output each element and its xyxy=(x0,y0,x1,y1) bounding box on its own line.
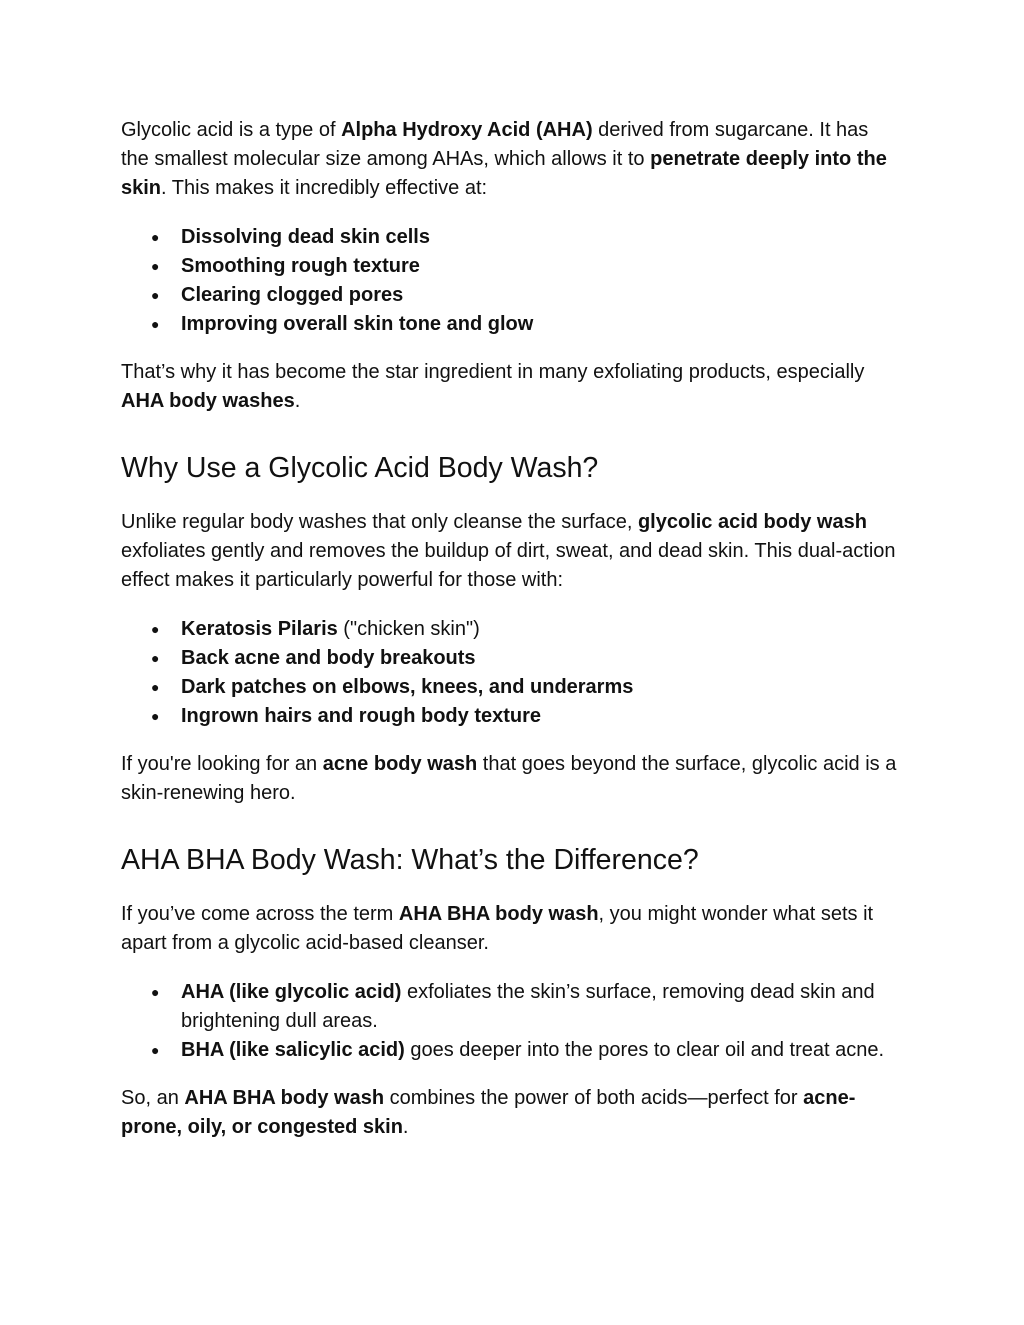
text-run: derived from sugarcane. It has the smallest molecular size among AHAs, which allows it to xyxy=(121,119,869,170)
list-item xyxy=(121,673,901,702)
list-item-text: Smoothing rough texture xyxy=(181,255,420,277)
text-run: that goes beyond the surface, glycolic acid is a skin-renewing hero. xyxy=(121,753,897,804)
list-item-bold: Ingrown hairs and rough body texture xyxy=(181,705,542,727)
list-item-bold: BHA (like salicylic acid) xyxy=(181,1039,405,1061)
bold-run: penetrate deeply into the skin xyxy=(121,148,887,199)
text-run: combines the power of both acids—perfect for xyxy=(384,1087,804,1109)
list-item-bold: AHA (like glycolic acid) xyxy=(181,981,402,1003)
text-run: . xyxy=(294,390,301,412)
bold-run: Alpha Hydroxy Acid (AHA) xyxy=(341,119,593,141)
list-item xyxy=(121,1036,901,1065)
list-item-text: Improving overall skin tone and glow xyxy=(181,313,534,335)
text-run: If you’ve come across the term xyxy=(121,903,399,925)
bold-run: AHA BHA body wash xyxy=(184,1087,385,1109)
list-item-text: Clearing clogged pores xyxy=(181,284,404,306)
text-run: Unlike regular body washes that only cleanse the surface, xyxy=(121,511,638,533)
bullet-icon: ● xyxy=(151,621,160,637)
bold-run: glycolic acid body wash xyxy=(637,511,867,533)
list-item xyxy=(121,252,901,281)
list-item xyxy=(121,281,901,310)
acid-comparison-list xyxy=(121,978,901,1065)
bold-run: AHA BHA body wash xyxy=(398,903,599,925)
list-item-text: goes deeper into the pores to clear oil and treat acne. xyxy=(404,1039,885,1061)
list-item xyxy=(121,615,901,644)
text-run: . xyxy=(402,1116,409,1138)
bullet-icon: ● xyxy=(151,258,160,274)
bullet-icon: ● xyxy=(151,984,160,1000)
unlike-regular-paragraph xyxy=(121,508,901,595)
acne-body-wash-paragraph xyxy=(121,750,901,808)
list-item xyxy=(121,978,901,1036)
section-heading-why-use: Why Use a Glycolic Acid Body Wash? xyxy=(121,452,599,484)
bullet-icon: ● xyxy=(151,650,160,666)
text-run: If you're looking for an xyxy=(121,753,323,775)
list-item-bold: Back acne and body breakouts xyxy=(181,647,476,669)
bullet-icon: ● xyxy=(151,287,160,303)
bullet-icon: ● xyxy=(151,316,160,332)
section-heading-aha-bha: AHA BHA Body Wash: What’s the Difference? xyxy=(121,844,699,876)
bullet-icon: ● xyxy=(151,708,160,724)
list-item-text: exfoliates the skin’s surface, removing dead skin and brightening dull areas. xyxy=(181,981,875,1032)
text-run: That’s why it has become the star ingredient in many exfoliating products, especially xyxy=(121,361,865,383)
list-item xyxy=(121,310,901,339)
text-run: exfoliates gently and removes the buildup of dirt, sweat, and dead skin. This dual-action effect makes it particularly powerful for those with: xyxy=(121,540,896,591)
aha-bha-intro-paragraph xyxy=(121,900,901,958)
conclusion-paragraph xyxy=(121,1084,901,1142)
list-item xyxy=(121,702,901,731)
text-run: Glycolic acid is a type of xyxy=(121,119,342,141)
list-item-text: ("chicken skin") xyxy=(337,618,480,640)
list-item xyxy=(121,644,901,673)
text-run: . This makes it incredibly effective at: xyxy=(161,177,488,199)
text-run: So, an xyxy=(121,1087,185,1109)
list-item-bold: Dark patches on elbows, knees, and underarms xyxy=(181,676,634,698)
benefits-list xyxy=(121,223,901,339)
list-item-bold: Keratosis Pilaris xyxy=(181,618,338,640)
document-page xyxy=(121,116,901,1142)
conditions-list xyxy=(121,615,901,731)
text-run: , you might wonder what sets it apart from a glycolic acid-based cleanser. xyxy=(121,903,874,954)
star-ingredient-paragraph xyxy=(121,358,901,416)
list-item xyxy=(121,223,901,252)
list-item-text: Dissolving dead skin cells xyxy=(181,226,430,248)
bullet-icon: ● xyxy=(151,229,160,245)
bullet-icon: ● xyxy=(151,679,160,695)
bold-run: AHA body washes xyxy=(121,390,295,412)
intro-paragraph xyxy=(121,116,901,203)
bullet-icon: ● xyxy=(151,1042,160,1058)
bold-run: acne-prone, oily, or congested skin xyxy=(121,1087,856,1138)
bold-run: acne body wash xyxy=(322,753,478,775)
